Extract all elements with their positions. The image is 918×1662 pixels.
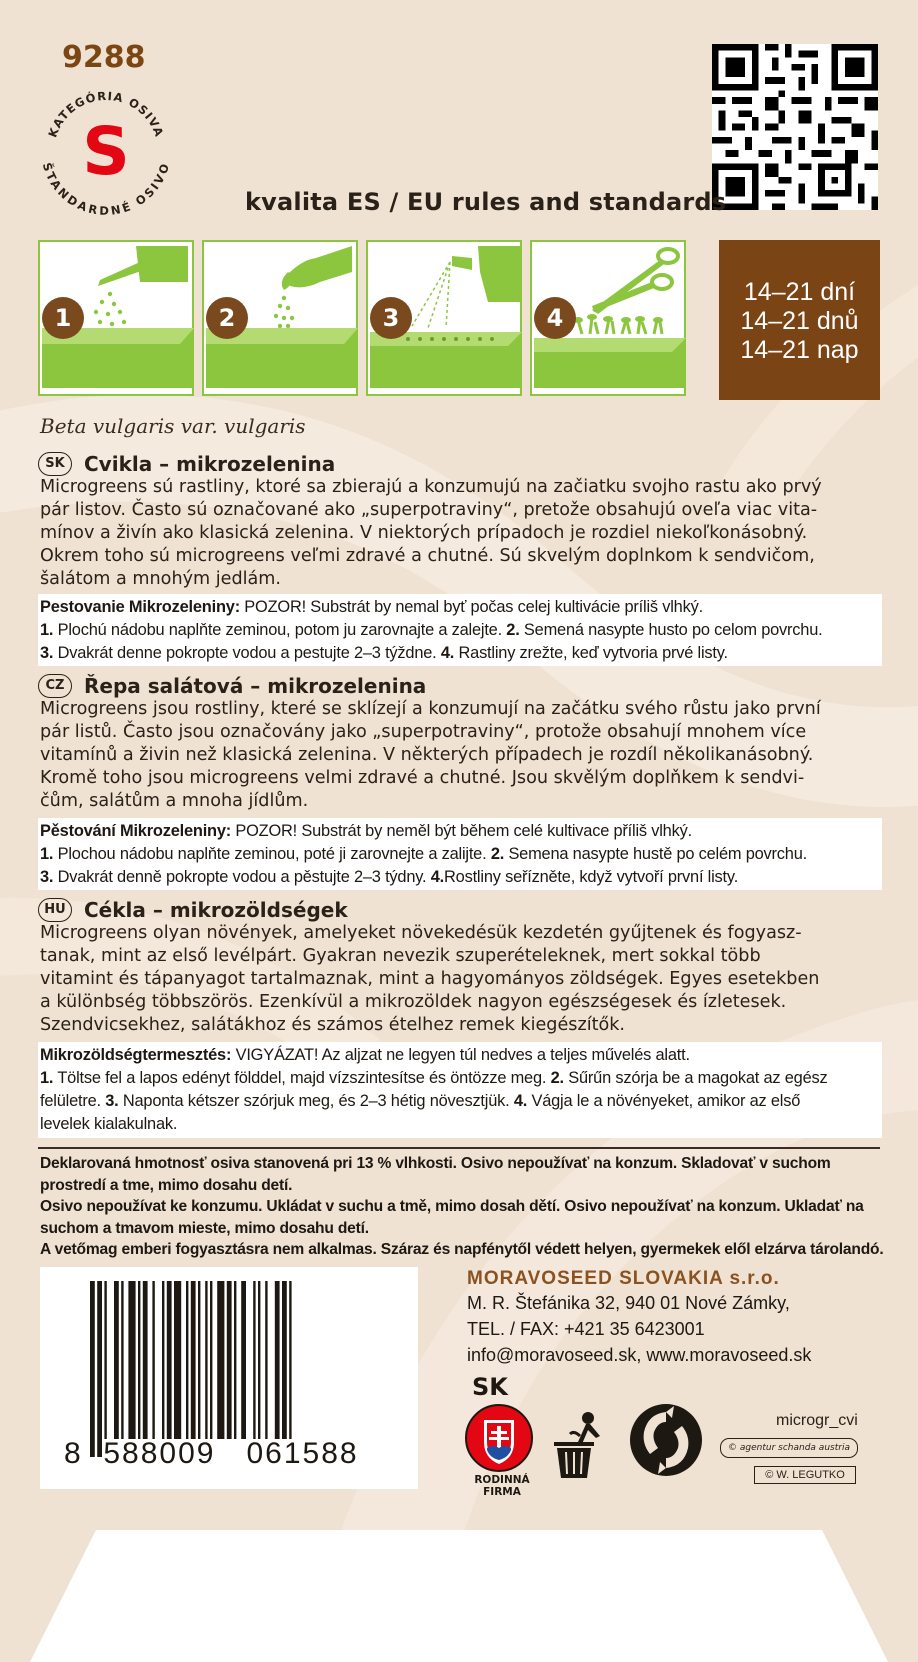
barcode-bar (234, 1281, 236, 1439)
cz-description-line: čům, salátům a mnoha jídlům. (40, 791, 309, 811)
product-code: 9288 (62, 40, 146, 75)
step-label: 2. (550, 1069, 564, 1087)
cz-instructions-text: Dvakrát denně pokropte vodou a pěstujte 2–3 týdny. (53, 868, 431, 886)
days-hu: 14–21 nap (740, 336, 859, 364)
sk-description-line: Okrem toho sú microgreens veľmi zdravé a chutné. Sú skvelým doplnkom k sendvičom, (40, 546, 815, 566)
cz-title: Řepa salátová – mikrozelenina (84, 674, 427, 698)
hu-description-line: vitamint és tápanyagot tartalmaznak, mint a hagyományos zöldségek. Egyes esetekben (40, 969, 820, 989)
step-4-number: 4 (534, 297, 576, 339)
cz-instructions-text: Rostliny seřízněte, když vytvoří první listy. (444, 868, 739, 886)
barcode-bar (104, 1281, 106, 1439)
barcode-bar (162, 1281, 164, 1439)
company-phone: TEL. / FAX: +421 35 6423001 (467, 1319, 705, 1339)
cz-instructions-text: Plochou nádobu naplňte zeminou, poté ji zarovnejte a zalijte. (53, 845, 491, 863)
hu-description (40, 922, 885, 1037)
photo-credit: © W. LEGUTKO (754, 1466, 856, 1484)
step-label: 2. (506, 621, 520, 639)
cz-instructions (40, 820, 890, 889)
sk-description-line: šalátom a mnohým jedlám. (40, 569, 282, 589)
green-dot-icon (628, 1402, 704, 1478)
barcode-digits-right: 061588 (246, 1437, 359, 1470)
barcode-bar (241, 1281, 246, 1439)
barcode-bar (258, 1281, 260, 1439)
step-label: 3. (40, 868, 54, 886)
sk-heading (38, 452, 335, 476)
badge-bottom-text: ŠTANDARDNÉ OSIVO (39, 161, 173, 218)
cz-language-badge: CZ (38, 674, 72, 698)
hu-instructions-text: felületre. (40, 1092, 106, 1110)
step-label: 2. (490, 845, 505, 863)
barcode-bar (210, 1281, 212, 1439)
sk-instructions (40, 596, 890, 665)
badge-top-text: KATEGÓRIA OSIVA (45, 88, 167, 140)
sk-description-line: pár listov. Často sú označované ako „superpotraviny“, pretože obsahujú oveľa viac vita- (40, 500, 818, 520)
barcode-bar (253, 1281, 255, 1439)
country-label: SK (472, 1373, 508, 1401)
step-label: 4. (430, 868, 445, 886)
qr-code (712, 44, 878, 210)
barcode-bar (205, 1281, 207, 1439)
recycling-bin-icon (548, 1408, 612, 1480)
hu-description-line: Szendvicsekhez, salátákhoz és számos ételhez remek kiegészítők. (40, 1015, 626, 1035)
quality-statement: kvalita ES / EU rules and standards (245, 188, 727, 216)
germination-days-box (719, 240, 880, 400)
hu-heading (38, 898, 348, 922)
warning-line: suchom a tmavom mieste, mimo dosahu detí. (40, 1219, 369, 1237)
barcode-bar (217, 1281, 224, 1439)
barcode-digits-left: 588009 (103, 1437, 216, 1470)
hu-title: Cékla – mikrozöldségek (84, 898, 348, 922)
slovak-shield-icon (464, 1402, 534, 1474)
warning-line: prostredí a tme, mimo dosahu detí. (40, 1176, 293, 1194)
barcode-bar (174, 1281, 181, 1439)
barcode-digits (64, 1437, 404, 1471)
family-company-label: RODINNÁ FIRMA (474, 1474, 530, 1498)
cz-instructions-heading: Pěstování Mikrozeleniny: (40, 822, 232, 840)
sk-instructions-text: POZOR! Substrát by nemal byť počas celej kultivácie príliš vlhký. (239, 598, 703, 616)
step-2-number: 2 (206, 297, 248, 339)
barcode-bar (90, 1281, 95, 1457)
hu-description-line: a különbség többszörös. Ezenkívül a mikrozöldek nagyon egészségesek és ízletesek. (40, 992, 787, 1012)
company-info (467, 1268, 811, 1368)
warning-line: Osivo nepoužívat ke konzumu. Ukládat v suchu a tmě, mimo dosah dětí. Osivo nepoužívať na konzum. Ukladať na (40, 1198, 864, 1215)
days-cz: 14–21 dnů (740, 307, 859, 335)
step-2-panel (202, 240, 358, 396)
sk-instructions-text: Rastliny zrežte, keď vytvoria prvé listy. (454, 644, 728, 662)
step-label: 1. (40, 621, 54, 639)
section-divider (38, 1147, 880, 1149)
hu-description-line: Microgreens olyan növények, amelyeket növekedésük kezdetén gyűjtenek és fogyasz- (40, 923, 802, 943)
hu-instructions-text: Töltse fel a lapos edényt földdel, majd vízszintesítse és öntözze meg. (53, 1069, 551, 1087)
packet-bottom-flap (0, 1500, 918, 1662)
hu-instructions-heading: Mikrozöldségtermesztés: (40, 1046, 232, 1064)
hu-instructions-text: Sűrűn szórja be a magokat az egész (563, 1069, 828, 1087)
step-label: 4. (440, 644, 455, 662)
hu-instructions-text: Naponta kétszer szórjuk meg, és 2–3 hétig növesztjük. (118, 1092, 514, 1110)
cz-description-line: vitamínů a živin než klasická zelenina. V některých případech je rozdíl několikanásobný. (40, 745, 814, 765)
barcode-bar (167, 1281, 172, 1439)
step-label: 3. (105, 1092, 119, 1110)
barcode-bar (138, 1281, 140, 1439)
agent-credit: © agentur schanda austria (720, 1438, 858, 1458)
barcode-bar (97, 1281, 102, 1457)
barcode-bar (143, 1281, 148, 1439)
company-address: M. R. Štefánika 32, 940 01 Nové Zámky, (467, 1293, 790, 1313)
days-sk: 14–21 dní (743, 278, 856, 306)
sk-instructions-text: Plochú nádobu naplňte zeminou, potom ju zarovnajte a zalejte. (53, 621, 507, 639)
hu-instructions (40, 1044, 890, 1136)
cz-description-line: pár listů. Často jsou označovány jako „superpotraviny“, protože obsahují mnohem více (40, 722, 807, 742)
cz-description (40, 698, 885, 813)
barcode-bar (282, 1281, 287, 1439)
hu-language-badge: HU (38, 898, 72, 922)
cz-description-line: Microgreens jsou rostliny, které se sklízejí a konzumují na začátku svého růstu jako první (40, 699, 821, 719)
cz-instructions-text: POZOR! Substrát by neměl být během celé kultivace příliš vlhký. (231, 822, 692, 840)
barcode-bar (121, 1281, 123, 1439)
step-1-number: 1 (42, 297, 84, 339)
step-4-panel (530, 240, 686, 396)
warning-line: Deklarovaná hmotnosť osiva stanovená pri 13 % vlhkosti. Osivo nepoužívať na konzum. Skladovať v suchom (40, 1155, 831, 1172)
sk-title: Cvikla – mikrozelenina (84, 452, 336, 476)
product-reference: microgr_cvi (776, 1412, 858, 1429)
company-name: MORAVOSEED SLOVAKIA s.r.o. (467, 1268, 780, 1289)
barcode-bar (275, 1281, 280, 1439)
barcode-bar (128, 1281, 135, 1439)
hu-instructions-text: VIGYÁZAT! Az aljzat ne legyen túl nedves a teljes művelés alatt. (231, 1046, 690, 1064)
growing-steps (38, 240, 880, 400)
barcode-digit-first: 8 (64, 1437, 83, 1470)
barcode-bar (198, 1281, 200, 1439)
badge-letter: S (82, 113, 130, 190)
cz-heading (38, 674, 426, 698)
sk-language-badge: SK (38, 452, 72, 476)
barcode (40, 1267, 418, 1489)
hu-description-line: tanak, mint az első levélpárt. Gyakran nevezik szuperételeknek, mert sokkal több (40, 946, 761, 966)
step-1-panel (38, 240, 194, 396)
barcode-bar (289, 1281, 291, 1439)
step-label: 1. (40, 845, 54, 863)
step-label: 1. (40, 1069, 54, 1087)
barcode-bar (265, 1281, 267, 1439)
step-3-panel (366, 240, 522, 396)
hu-instructions-text: levelek kialakulnak. (40, 1115, 178, 1133)
sk-description-line: mínov a živín ako klasická zelenina. V niektorých prípadoch je rozdiel niekoľkonásobný. (40, 523, 808, 543)
step-3-number: 3 (370, 297, 412, 339)
sk-instructions-heading: Pestovanie Mikrozeleniny: (40, 598, 240, 616)
barcode-bar (114, 1281, 119, 1439)
step-label: 3. (40, 644, 54, 662)
sk-description-line: Microgreens sú rastliny, ktoré sa zbierajú a konzumujú na začiatku svojho rastu ako prvý (40, 477, 822, 497)
latin-name: Beta vulgaris var. vulgaris (40, 414, 306, 438)
warning-line: A vetőmag emberi fogyasztásra nem alkalmas. Száraz és napfénytől védett helyen, gyermekek elől elzárva tárolandó. (40, 1241, 884, 1258)
cz-instructions-text: Semena nasypte hustě po celém povrchu. (504, 845, 807, 863)
sk-description (40, 476, 885, 591)
barcode-bar (152, 1281, 154, 1439)
cz-description-line: Kromě toho jsou microgreens velmi zdravé a chutné. Jsou skvělým doplňkem k sendvi- (40, 768, 805, 788)
storage-warnings (40, 1153, 890, 1261)
step-label: 4. (513, 1092, 528, 1110)
standard-seed-badge (36, 80, 176, 220)
barcode-bar (227, 1281, 232, 1439)
sk-instructions-text: Dvakrát denne pokropte vodou a pestujte 2–3 týždne. (53, 644, 441, 662)
barcode-bar (186, 1281, 188, 1439)
barcode-bar (191, 1281, 196, 1439)
company-web: info@moravoseed.sk, www.moravoseed.sk (467, 1345, 812, 1365)
hu-instructions-text: Vágja le a növényeket, amikor az első (527, 1092, 801, 1110)
sk-instructions-text: Semená nasypte husto po celom povrchu. (519, 621, 823, 639)
